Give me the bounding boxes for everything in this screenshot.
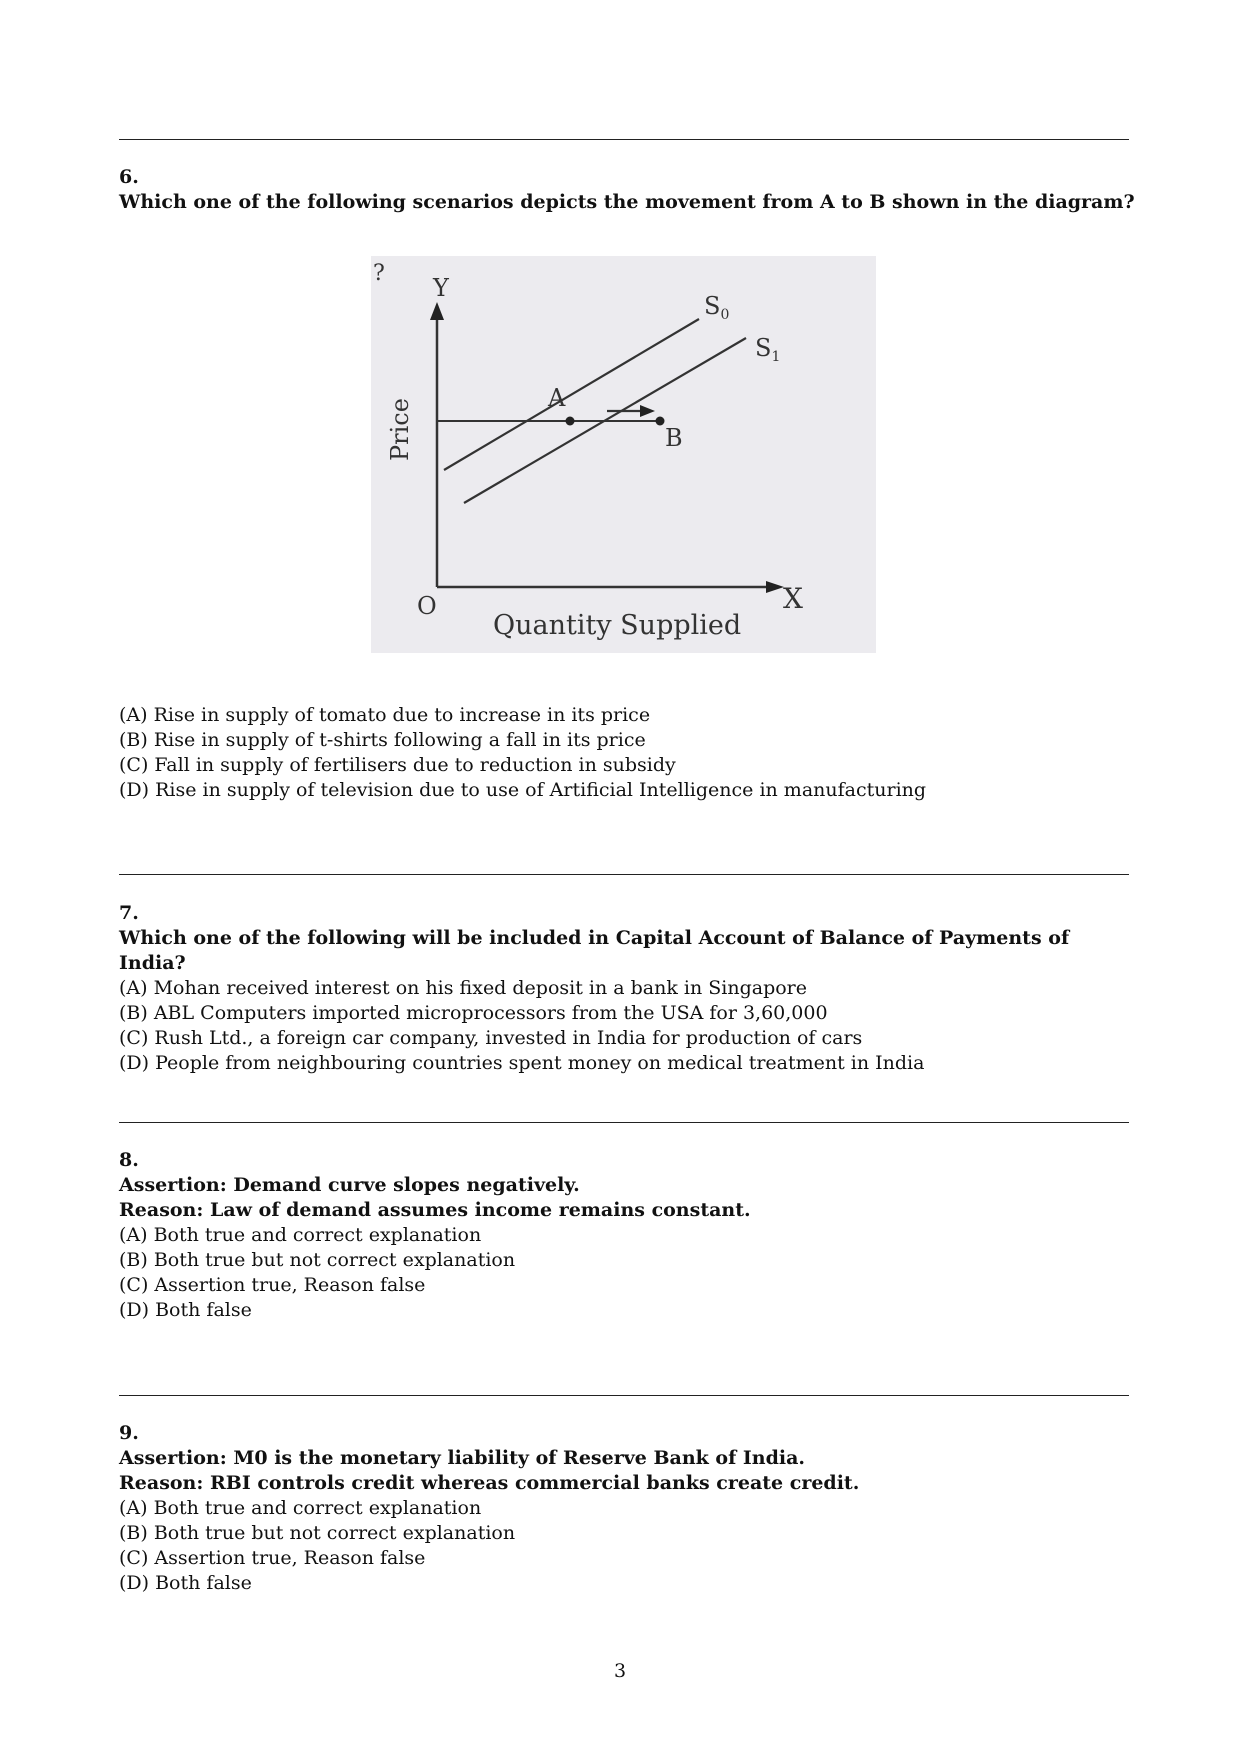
option-b: (B) Rise in supply of t-shirts following a fall in its price [119,729,646,751]
separator-rule [119,874,1129,875]
option-c: (C) Assertion true, Reason false [119,1547,426,1569]
supply-curve-diagram [371,256,876,653]
corner-mark: ? [373,261,385,286]
s1-subscript: 1 [771,349,781,365]
option-a: (A) Both true and correct explanation [119,1224,482,1246]
option-d: (D) Both false [119,1299,252,1321]
quantity-axis-title: Quantity Supplied [493,610,742,641]
origin-label: O [417,592,437,620]
question-text: Which one of the following will be included in Capital Account of Balance of Payments of India? [119,927,1070,974]
option-b: (B) ABL Computers imported microprocessors from the USA for 3,60,000 [119,1002,828,1024]
question-number: 6. [119,166,139,188]
x-axis-label: X [783,582,803,615]
option-a: (A) Mohan received interest on his fixed deposit in a bank in Singapore [119,977,807,999]
page-number: 3 [613,1660,627,1682]
question-number: 9. [119,1422,139,1444]
option-d: (D) People from neighbouring countries spent money on medical treatment in India [119,1052,925,1074]
question-8 [119,1148,1139,1323]
separator-rule [119,1395,1129,1396]
option-a: (A) Both true and correct explanation [119,1497,482,1519]
question-6 [119,165,1139,215]
price-axis-title: Price [386,398,414,461]
s0-letter: S [704,292,721,320]
movement-arrow-head [640,405,655,417]
option-a: (A) Rise in supply of tomato due to increase in its price [119,704,651,726]
assertion-text: Assertion: M0 is the monetary liability of Reserve Bank of India. [119,1447,806,1469]
s1-letter: S [755,334,772,362]
question-number: 8. [119,1149,139,1171]
assertion-text: Assertion: Demand curve slopes negatively. [119,1174,580,1196]
option-c: (C) Fall in supply of fertilisers due to reduction in subsidy [119,754,676,776]
curve-s1-label [755,334,780,365]
option-c: (C) Assertion true, Reason false [119,1274,426,1296]
x-axis-arrow [766,581,784,593]
diagram-svg [371,256,876,653]
reason-text: Reason: Law of demand assumes income remains constant. [119,1199,751,1221]
curve-s0-label [704,292,729,323]
question-text: Which one of the following scenarios depicts the movement from A to B shown in the diagram? [119,191,1135,213]
point-b-label: B [665,424,683,452]
supply-curve-s0 [444,319,699,470]
question-number: 7. [119,902,139,924]
option-c: (C) Rush Ltd., a foreign car company, invested in India for production of cars [119,1027,863,1049]
point-b-dot [656,417,665,426]
point-a-label: A [548,384,566,412]
question-6-options [119,703,926,803]
separator-rule [119,139,1129,140]
separator-rule [119,1122,1129,1123]
option-d: (D) Rise in supply of television due to use of Artificial Intelligence in manufacturing [119,779,927,801]
y-axis-label: Y [433,274,449,302]
question-9 [119,1421,1139,1596]
question-7 [119,901,1139,1076]
option-b: (B) Both true but not correct explanation [119,1522,516,1544]
point-a-dot [566,417,575,426]
option-b: (B) Both true but not correct explanation [119,1249,516,1271]
option-d: (D) Both false [119,1572,252,1594]
y-axis-arrow [430,302,444,320]
reason-text: Reason: RBI controls credit whereas commercial banks create credit. [119,1472,860,1494]
s0-subscript: 0 [720,307,730,323]
